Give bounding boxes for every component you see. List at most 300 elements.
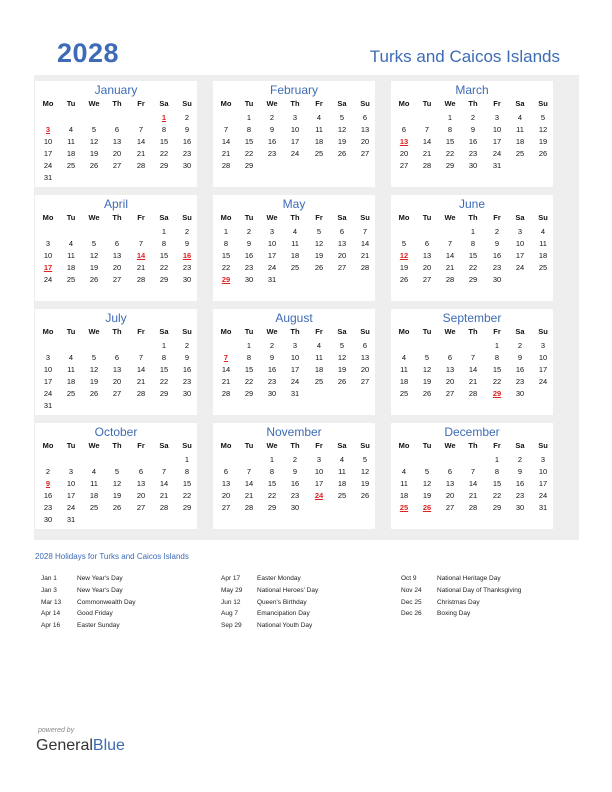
weekday-label: Su	[360, 441, 370, 450]
day-cell: 19	[89, 263, 99, 272]
month-name: September	[442, 311, 502, 325]
weekday-label: Su	[360, 327, 370, 336]
day-cell: 18	[66, 149, 76, 158]
day-cell: 19	[422, 377, 432, 386]
weekday-label: Sa	[337, 99, 347, 108]
day-cell: 12	[89, 137, 99, 146]
month-name: August	[275, 311, 313, 325]
day-cell: 24	[43, 389, 53, 398]
day-cell: 15	[468, 251, 478, 260]
weekday-label: Sa	[515, 99, 525, 108]
day-cell: 6	[114, 125, 120, 134]
day-cell: 15	[267, 479, 277, 488]
day-cell: 21	[136, 263, 146, 272]
weekday-label: Tu	[244, 213, 254, 222]
day-cell: 19	[538, 137, 548, 146]
holiday-day-cell: 12	[399, 251, 409, 260]
holiday-name: Christmas Day	[437, 598, 480, 606]
day-cell: 24	[538, 491, 548, 500]
generalblue-logo[interactable]	[36, 737, 125, 755]
day-cell: 11	[516, 125, 524, 134]
weekday-label: Fr	[137, 441, 145, 450]
day-cell: 18	[314, 137, 324, 146]
day-cell: 20	[360, 365, 370, 374]
day-cell: 5	[362, 455, 368, 464]
day-cell: 2	[269, 341, 275, 350]
weekday-label: Tu	[422, 327, 432, 336]
day-cell: 26	[422, 389, 432, 398]
holiday-day-cell: 29	[221, 275, 231, 284]
day-cell: 18	[66, 263, 76, 272]
day-cell: 4	[517, 113, 523, 122]
day-cell: 16	[468, 137, 478, 146]
holiday-row	[401, 599, 521, 611]
month-name: November	[266, 425, 322, 439]
day-cell: 28	[221, 389, 231, 398]
day-cell: 14	[445, 251, 455, 260]
day-cell: 3	[316, 455, 322, 464]
day-cell: 5	[316, 227, 322, 236]
day-cell: 12	[337, 125, 347, 134]
day-cell: 26	[538, 149, 548, 158]
day-cell: 23	[182, 377, 192, 386]
day-cell: 4	[401, 467, 407, 476]
day-cell: 28	[159, 503, 169, 512]
day-cell: 26	[337, 377, 347, 386]
month-name: January	[94, 83, 138, 97]
day-cell: 23	[515, 377, 525, 386]
weekday-label: Mo	[398, 441, 410, 450]
weekday-label: Su	[538, 213, 548, 222]
day-cell: 20	[136, 491, 146, 500]
holiday-day-cell: 13	[399, 137, 409, 146]
day-cell: 20	[399, 149, 409, 158]
day-cell: 19	[314, 251, 324, 260]
day-cell: 8	[494, 353, 500, 362]
holiday-day-cell: 3	[45, 125, 51, 134]
day-cell: 18	[399, 491, 409, 500]
holiday-name: Emancipation Day	[257, 610, 310, 618]
day-cell: 11	[315, 125, 323, 134]
day-cell: 24	[66, 503, 76, 512]
day-cell: 30	[515, 503, 525, 512]
day-cell: 29	[267, 503, 277, 512]
day-cell: 23	[267, 377, 277, 386]
day-cell: 23	[492, 263, 502, 272]
day-cell: 29	[468, 275, 478, 284]
month-december	[391, 423, 553, 529]
month-may	[213, 195, 375, 301]
day-cell: 11	[539, 239, 547, 248]
day-cell: 5	[401, 239, 407, 248]
day-cell: 9	[184, 125, 190, 134]
holiday-row	[41, 587, 136, 599]
day-cell: 10	[267, 239, 277, 248]
holiday-date: Apr 17	[221, 575, 241, 582]
day-cell: 5	[339, 341, 345, 350]
day-cell: 6	[114, 239, 120, 248]
day-cell: 1	[161, 227, 167, 236]
day-cell: 2	[292, 455, 298, 464]
weekday-label: Fr	[315, 327, 323, 336]
weekday-label: Th	[290, 213, 300, 222]
day-cell: 16	[267, 137, 277, 146]
day-cell: 1	[184, 455, 190, 464]
holiday-date: May 29	[221, 586, 243, 594]
day-cell: 7	[138, 239, 144, 248]
weekday-label: Th	[290, 327, 300, 336]
day-cell: 3	[68, 467, 74, 476]
day-cell: 30	[182, 161, 192, 170]
day-cell: 9	[246, 239, 252, 248]
day-cell: 23	[182, 263, 192, 272]
weekday-label: Th	[468, 327, 478, 336]
day-cell: 1	[447, 113, 453, 122]
day-cell: 24	[267, 263, 277, 272]
day-cell: 31	[492, 161, 502, 170]
day-cell: 15	[221, 251, 231, 260]
day-cell: 30	[182, 389, 192, 398]
holiday-date: Sep 29	[221, 622, 242, 630]
day-cell: 17	[43, 149, 53, 158]
day-cell: 29	[159, 275, 169, 284]
day-cell: 8	[494, 467, 500, 476]
holiday-row	[401, 610, 521, 622]
holiday-date: Jan 1	[41, 575, 57, 582]
weekday-label: Su	[538, 441, 548, 450]
day-cell: 5	[91, 353, 97, 362]
day-cell: 11	[338, 467, 346, 476]
day-cell: 26	[360, 491, 370, 500]
day-cell: 7	[138, 125, 144, 134]
holiday-day-cell: 29	[492, 389, 502, 398]
holiday-row	[221, 575, 318, 587]
weekday-label: We	[88, 99, 100, 108]
day-cell: 14	[159, 479, 169, 488]
day-cell: 13	[360, 353, 370, 362]
day-cell: 23	[515, 491, 525, 500]
day-cell: 27	[337, 263, 347, 272]
day-cell: 16	[515, 365, 525, 374]
day-cell: 19	[89, 377, 99, 386]
day-cell: 5	[540, 113, 546, 122]
weekday-label: Th	[468, 99, 478, 108]
day-cell: 30	[182, 275, 192, 284]
weekday-label: Su	[182, 441, 192, 450]
month-january	[35, 81, 197, 187]
weekday-label: We	[266, 327, 278, 336]
month-name: October	[94, 425, 138, 439]
weekday-label: Tu	[244, 327, 254, 336]
day-cell: 6	[424, 239, 430, 248]
day-cell: 17	[66, 491, 76, 500]
day-cell: 23	[244, 263, 254, 272]
weekday-label: Fr	[493, 213, 501, 222]
holiday-day-cell: 24	[314, 491, 324, 500]
day-cell: 1	[161, 341, 167, 350]
day-cell: 20	[360, 137, 370, 146]
holiday-row	[41, 610, 136, 622]
day-cell: 9	[184, 239, 190, 248]
day-cell: 17	[290, 365, 300, 374]
day-cell: 31	[43, 173, 53, 182]
day-cell: 22	[244, 377, 254, 386]
weekday-label: Mo	[220, 213, 232, 222]
day-cell: 11	[67, 137, 75, 146]
day-cell: 10	[314, 467, 324, 476]
day-cell: 16	[290, 479, 300, 488]
day-cell: 23	[290, 491, 300, 500]
weekday-label: Fr	[137, 99, 145, 108]
weekday-label: Tu	[66, 327, 76, 336]
weekday-label: Th	[468, 441, 478, 450]
day-cell: 21	[422, 149, 432, 158]
day-cell: 5	[424, 467, 430, 476]
day-cell: 25	[515, 149, 525, 158]
day-cell: 9	[269, 353, 275, 362]
day-cell: 27	[112, 389, 122, 398]
day-cell: 11	[291, 239, 299, 248]
day-cell: 12	[538, 125, 548, 134]
day-cell: 15	[244, 137, 254, 146]
day-cell: 24	[43, 275, 53, 284]
weekday-label: We	[266, 213, 278, 222]
day-cell: 10	[538, 353, 548, 362]
day-cell: 7	[447, 239, 453, 248]
day-cell: 24	[515, 263, 525, 272]
day-cell: 15	[159, 365, 169, 374]
day-cell: 22	[445, 149, 455, 158]
day-cell: 22	[182, 491, 192, 500]
holiday-row	[41, 575, 136, 587]
day-cell: 6	[362, 341, 368, 350]
day-cell: 25	[399, 389, 409, 398]
weekday-label: Sa	[159, 213, 169, 222]
day-cell: 25	[66, 275, 76, 284]
weekday-label: Mo	[398, 99, 410, 108]
day-cell: 28	[468, 389, 478, 398]
day-cell: 18	[538, 251, 548, 260]
holiday-date: Dec 26	[401, 610, 422, 618]
weekday-label: We	[88, 441, 100, 450]
day-cell: 14	[422, 137, 432, 146]
day-cell: 8	[161, 239, 167, 248]
day-cell: 15	[159, 251, 169, 260]
day-cell: 18	[290, 251, 300, 260]
day-cell: 4	[540, 227, 546, 236]
day-cell: 24	[43, 161, 53, 170]
day-cell: 10	[43, 137, 53, 146]
day-cell: 4	[68, 353, 74, 362]
day-cell: 2	[184, 227, 190, 236]
holiday-row	[401, 587, 521, 599]
day-cell: 18	[515, 137, 525, 146]
day-cell: 20	[337, 251, 347, 260]
day-cell: 19	[337, 137, 347, 146]
weekday-label: Th	[290, 99, 300, 108]
holiday-day-cell: 9	[45, 479, 51, 488]
weekday-label: Sa	[337, 213, 347, 222]
day-cell: 7	[223, 125, 229, 134]
day-cell: 8	[161, 125, 167, 134]
day-cell: 21	[221, 377, 231, 386]
day-cell: 4	[68, 239, 74, 248]
weekday-label: Su	[538, 99, 548, 108]
day-cell: 26	[89, 275, 99, 284]
day-cell: 19	[89, 149, 99, 158]
day-cell: 10	[290, 125, 300, 134]
day-cell: 12	[422, 365, 432, 374]
day-cell: 22	[468, 263, 478, 272]
day-cell: 13	[360, 125, 370, 134]
holiday-name: National Youth Day	[257, 622, 313, 630]
weekday-label: Sa	[515, 441, 525, 450]
day-cell: 6	[447, 353, 453, 362]
holiday-row	[401, 575, 521, 587]
day-cell: 8	[470, 239, 476, 248]
month-march	[391, 81, 553, 187]
day-cell: 3	[292, 113, 298, 122]
month-name: July	[105, 311, 127, 325]
day-cell: 4	[316, 341, 322, 350]
day-cell: 25	[290, 263, 300, 272]
day-cell: 1	[494, 455, 500, 464]
day-cell: 13	[422, 251, 432, 260]
weekday-label: Th	[290, 441, 300, 450]
day-cell: 19	[360, 479, 370, 488]
day-cell: 29	[244, 389, 254, 398]
day-cell: 31	[267, 275, 277, 284]
day-cell: 11	[90, 479, 98, 488]
holiday-date: Apr 16	[41, 622, 61, 630]
day-cell: 26	[337, 149, 347, 158]
day-cell: 21	[136, 377, 146, 386]
day-cell: 19	[399, 263, 409, 272]
holiday-column	[401, 575, 521, 622]
day-cell: 3	[540, 341, 546, 350]
holiday-date: Dec 25	[401, 598, 422, 606]
day-cell: 16	[43, 491, 53, 500]
holiday-date: Oct 9	[401, 575, 417, 582]
day-cell: 17	[290, 137, 300, 146]
weekday-label: Su	[360, 213, 370, 222]
day-cell: 24	[290, 377, 300, 386]
day-cell: 6	[114, 353, 120, 362]
weekday-label: Fr	[493, 441, 501, 450]
day-cell: 12	[360, 467, 370, 476]
day-cell: 22	[159, 263, 169, 272]
day-cell: 22	[267, 491, 277, 500]
day-cell: 25	[89, 503, 99, 512]
day-cell: 5	[114, 467, 120, 476]
day-cell: 27	[399, 161, 409, 170]
day-cell: 28	[136, 389, 146, 398]
day-cell: 27	[136, 503, 146, 512]
holiday-row	[221, 599, 318, 611]
day-cell: 4	[68, 125, 74, 134]
weekday-label: We	[266, 99, 278, 108]
month-name: June	[458, 197, 486, 211]
day-cell: 6	[223, 467, 229, 476]
day-cell: 17	[515, 251, 525, 260]
day-cell: 2	[494, 227, 500, 236]
month-name: February	[269, 83, 319, 97]
day-cell: 3	[269, 227, 275, 236]
weekday-label: Fr	[493, 99, 501, 108]
weekday-label: Fr	[137, 213, 145, 222]
day-cell: 12	[112, 479, 122, 488]
holiday-day-cell: 14	[136, 251, 146, 260]
day-cell: 7	[470, 353, 476, 362]
day-cell: 8	[161, 353, 167, 362]
day-cell: 5	[91, 125, 97, 134]
day-cell: 25	[66, 389, 76, 398]
day-cell: 1	[269, 455, 275, 464]
weekday-label: Sa	[515, 213, 525, 222]
day-cell: 5	[339, 113, 345, 122]
day-cell: 20	[221, 491, 231, 500]
day-cell: 10	[43, 365, 53, 374]
weekday-label: Fr	[493, 327, 501, 336]
day-cell: 30	[244, 275, 254, 284]
day-cell: 3	[45, 353, 51, 362]
weekday-label: Tu	[422, 213, 432, 222]
holiday-day-cell: 17	[43, 263, 53, 272]
day-cell: 28	[422, 161, 432, 170]
holiday-day-cell: 1	[161, 113, 167, 122]
weekday-label: Mo	[42, 441, 54, 450]
day-cell: 27	[112, 275, 122, 284]
day-cell: 18	[337, 479, 347, 488]
day-cell: 11	[67, 251, 75, 260]
day-cell: 25	[337, 491, 347, 500]
day-cell: 16	[515, 479, 525, 488]
weekday-label: Fr	[137, 327, 145, 336]
day-cell: 9	[292, 467, 298, 476]
day-cell: 16	[244, 251, 254, 260]
weekday-label: Th	[112, 99, 122, 108]
day-cell: 24	[290, 149, 300, 158]
day-cell: 7	[424, 125, 430, 134]
weekday-label: Mo	[42, 99, 54, 108]
day-cell: 26	[399, 275, 409, 284]
day-cell: 21	[468, 377, 478, 386]
day-cell: 11	[400, 365, 408, 374]
holiday-name: New Year's Day	[77, 586, 123, 594]
holiday-row	[41, 622, 136, 634]
month-name: March	[455, 83, 489, 97]
day-cell: 27	[360, 149, 370, 158]
day-cell: 14	[360, 239, 370, 248]
holiday-row	[41, 599, 136, 611]
day-cell: 23	[468, 149, 478, 158]
day-cell: 20	[445, 377, 455, 386]
holiday-column	[221, 575, 318, 634]
day-cell: 13	[445, 365, 455, 374]
day-cell: 1	[246, 113, 252, 122]
day-cell: 2	[517, 341, 523, 350]
day-cell: 20	[112, 149, 122, 158]
day-cell: 23	[43, 503, 53, 512]
day-cell: 29	[445, 161, 455, 170]
day-cell: 26	[89, 161, 99, 170]
weekday-label: Fr	[315, 213, 323, 222]
day-cell: 8	[246, 125, 252, 134]
day-cell: 27	[445, 389, 455, 398]
day-cell: 4	[91, 467, 97, 476]
day-cell: 30	[43, 515, 53, 524]
day-cell: 18	[399, 377, 409, 386]
